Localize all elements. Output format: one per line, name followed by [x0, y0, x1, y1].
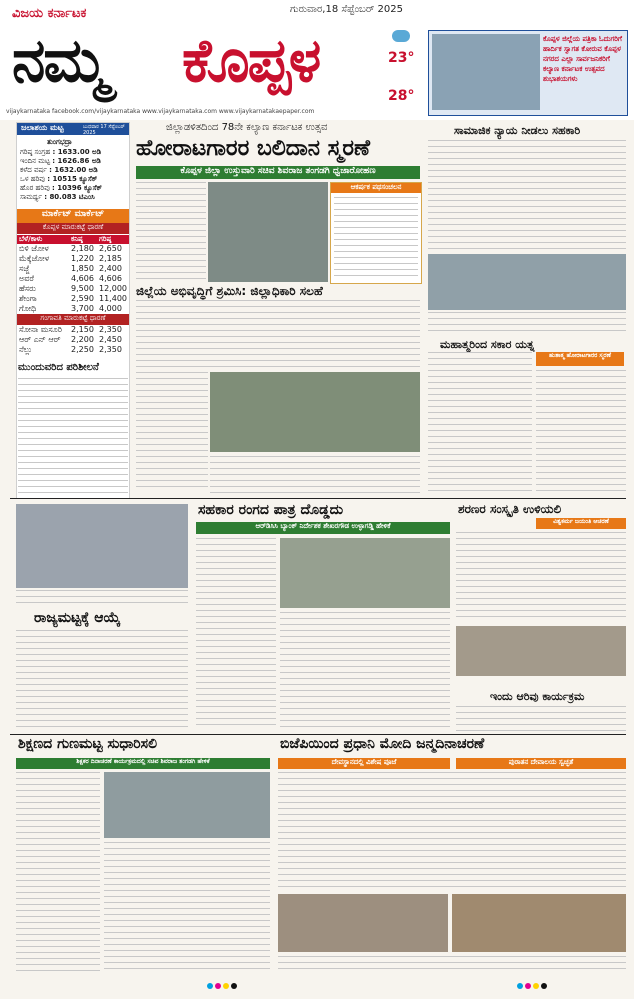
story-band: ವಿಶ್ವಕರ್ಮ ಜಯಂತಿ ಆಚರಣೆ: [536, 518, 626, 529]
story-text: [456, 532, 626, 622]
story-text: [536, 370, 626, 492]
weather-icon: [392, 30, 410, 42]
market-row: ನೆಲ್ಲು 2,250 2,350: [19, 345, 122, 354]
temp-high: 23°: [388, 50, 415, 66]
lead-inset-box: [330, 182, 422, 284]
reservoir-rows: [20, 148, 128, 202]
dam-name: ತುಂಗಭದ್ರಾ: [47, 138, 72, 146]
reservoir-row: ಹೊರ ಹರಿವು : 10396 ಕ್ಯೂಸೆಕ್: [20, 184, 103, 192]
market-row: ಶೇಂಗಾ 2,590 11,400: [19, 294, 127, 303]
lead-text-2: [136, 300, 420, 370]
market-row: ಸೋನಾ ಮಸೂರಿ 2,150 2,350: [19, 325, 122, 334]
market-table: [17, 235, 129, 355]
story-headline: ಶರಣರ ಸಂಸ್ಕೃತಿ ಉಳಿಯಲಿ: [458, 502, 562, 516]
story-text: [280, 612, 450, 728]
market-row: ಮೆಕ್ಕೆಜೋಳ 1,220 2,185: [19, 254, 122, 263]
market-table-header: ಬೆಳೆ/ಕಾಳು ಕನಿಷ್ಠ ಗರಿಷ್ಠ: [17, 235, 129, 244]
story-text: [428, 140, 626, 252]
newspaper-title: ನಮ್ಮ: [12, 26, 107, 96]
story-text: [18, 378, 128, 496]
reservoir-row: ಒಳ ಹರಿವು : 10515 ಕ್ಯೂಸೆಕ್: [20, 175, 98, 183]
ad-text: ಕೊಪ್ಪಳ ಜಿಲ್ಲೆಯ ಪತ್ರಿಕಾ ಓದುಗರಿಗೆ ಹಾರ್ದಿಕ ಸ್ವಾಗತ ಕೋರುವ ಕೊಪ್ಪಳ ನಗರದ ಎಲ್ಲಾ ಸಾರ್ವಜನಿಕರಿಗೆ ಕಲ್ಯಾಣ ಕರ್ನಾಟಕ ಉತ್ಸವದ ಶುಭಾಶಯಗಳು: [543, 35, 622, 83]
print-registration-marks: [0, 978, 634, 995]
reservoir-date: ಬುಧವಾರ 17 ಸೆಪ್ಟೆಂಬರ್ 2025: [83, 124, 125, 136]
market-row: ಹೆಸರು 9,500 12,000: [19, 284, 127, 293]
market2-title: ಗಂಗಾವತಿ ಮಾರುಕಟ್ಟೆ ಧಾರಣೆ: [17, 314, 129, 325]
reservoir-row: ಗರಿಷ್ಠ ಸಂಗ್ರಹ : 1633.00 ಅಡಿ: [20, 148, 102, 156]
story-subhead: ಇಂದು ಆರಿವು ಕಾರ್ಯಕ್ರಮ: [490, 690, 585, 703]
story-photo: [104, 772, 270, 838]
story-photo: [428, 254, 626, 310]
lead-subhead: ಜಿಲ್ಲೆಯ ಅಭಿವೃದ್ಧಿಗೆ ಶ್ರಮಿಸಿ: ಜಿಲ್ಲಾಧಿಕಾರಿ ಸಲಹೆ: [136, 284, 323, 298]
divider: [10, 734, 626, 735]
story-headline: ಸಹಕಾರ ರಂಗದ ಪಾತ್ರ ದೊಡ್ಡದು: [198, 502, 344, 518]
ad-photo: [432, 34, 540, 110]
reservoir-title: ಜಲಾಶಯ ಮಟ್ಟ: [17, 123, 129, 135]
story-band: ಆರ್‌ಡಿಸಿಸಿ ಬ್ಯಾಂಕ್ ನಿರ್ದೇಶಕ ಶೇಖರಗೌಡ ಉಳ್ಳಾಗಡ್ಡಿ ಹೇಳಿಕೆ: [196, 522, 450, 534]
lead-text-3: [136, 372, 208, 492]
market-row: ಬಿಳಿ ಜೋಳ 2,180 2,650: [19, 244, 122, 253]
story-text: [16, 772, 100, 972]
lead-headline: ಹೋರಾಟಗಾರರ ಬಲಿದಾನ ಸ್ಮರಣೆ: [136, 136, 370, 161]
photo-caption: [278, 956, 626, 972]
reservoir-row: ಸಾಮರ್ಥ್ಯ : 80.083 ಟಿಎಂಸಿ: [20, 193, 95, 201]
story-band: ಪುರಾತನ ದೇವಾಲಯ ಸ್ವಚ್ಛತೆ: [456, 758, 626, 769]
story-photo: [278, 894, 448, 952]
photo-caption: [16, 590, 188, 606]
dateline: ಗುರುವಾರ,18 ಸೆಪ್ಟೆಂಬರ್ 2025: [290, 4, 403, 15]
market-row: ಅವರೆ 4,606 4,606: [19, 274, 122, 283]
story-text: [104, 842, 270, 972]
story-photo: [280, 538, 450, 608]
story-text: [428, 352, 532, 492]
inset-text: [334, 197, 418, 279]
story-text: [196, 538, 276, 728]
inset-title: ಆಕರ್ಷಕ ಪಥಸಂಚಲನ: [331, 183, 421, 193]
story-photo: [456, 626, 626, 676]
story-text: [278, 772, 626, 890]
lead-text-4: [210, 456, 420, 496]
parade-photo: [210, 372, 420, 452]
story-band: ಶಿಕ್ಷಕರ ದಿನಾಚರಣೆ ಕಾರ್ಯಕ್ರಮದಲ್ಲಿ ಸಚಿವ ಶಿವರಾಜ ತಂಗಡಗಿ ಹೇಳಿಕೆ: [16, 758, 270, 769]
story-headline: ಸಾಮಾಜಿಕ ನ್ಯಾಯ ನೀಡಲು ಸಹಕಾರಿ: [454, 124, 581, 137]
temp-low: 28°: [388, 88, 415, 104]
lead-band: ಕೊಪ್ಪಳ ಜಿಲ್ಲಾ ಉಸ್ತುವಾರಿ ಸಚಿವ ಶಿವರಾಜ ತಂಗಡಗಿ ಧ್ವಜಾರೋಹಣ: [136, 166, 420, 179]
reservoir-row: ಇಂದಿನ ಮಟ್ಟ : 1626.86 ಅಡಿ: [20, 157, 101, 165]
story-photo: [452, 894, 626, 952]
brand-logo: ವಿಜಯ ಕರ್ನಾಟಕ: [12, 6, 87, 21]
market-row: ಸಜ್ಜೆ 1,850 2,400: [19, 264, 122, 273]
story-band: ದೇವಸ್ಥಾನದಲ್ಲಿ ವಿಶೇಷ ಪೂಜೆ: [278, 758, 450, 769]
story-headline: ಬಿಜೆಪಿಯಿಂದ ಪ್ರಧಾನಿ ಮೋದಿ ಜನ್ಮದಿನಾಚರಣೆ: [280, 736, 485, 752]
story-headline: ರಾಜ್ಯಮಟ್ಟಕ್ಕೆ ಆಯ್ಕೆ: [34, 610, 121, 626]
story-headline: ಶಿಕ್ಷಣದ ಗುಣಮಟ್ಟ ಸುಧಾರಿಸಲಿ: [18, 736, 158, 752]
newspaper-title-city: ಕೊಪ್ಪಳ: [182, 26, 320, 96]
lead-kicker: ಜಿಲ್ಲಾಡಳಿತದಿಂದ 78ನೇ ಕಲ್ಯಾಣ ಕರ್ನಾಟಕ ಉತ್ಸವ: [166, 122, 328, 133]
market-row: ಆರ್ ಎನ್ ಆರ್ 2,200 2,450: [19, 335, 122, 344]
lead-text-col: [136, 182, 206, 282]
reservoir-row: ಕಳೆದ ವರ್ಷ : 1632.00 ಅಡಿ: [20, 166, 98, 174]
market-title: ಮಾರ್ಕೆಟ್ ಮಾರ್ಕೆಟ್: [17, 209, 129, 223]
lead-photo: [208, 182, 328, 282]
story-headline: ಮಹಾತ್ಮರಿಂದ ಸಕಾರ ಯತ್ನ: [440, 338, 535, 351]
story-caption: [428, 312, 626, 332]
student-photo: [16, 504, 188, 588]
divider: [10, 498, 626, 499]
story-band: ಹುತಾತ್ಮ ಹೋರಾಟಗಾರರ ಸ್ಮರಣೆ: [536, 352, 624, 366]
story-headline: ಮುಂದುವರಿದ ಪರಿಶೀಲನೆ: [18, 362, 99, 373]
story-text: [456, 706, 626, 732]
market-subtitle: ಕೊಪ್ಪಳ ಮಾರುಕಟ್ಟೆ ಧಾರಣೆ: [17, 223, 129, 234]
market-row: ಗೋಧಿ 3,700 4,000: [19, 304, 122, 313]
social-links: vijaykarnataka facebook.com/vijaykarnataka www.vijaykarnataka.com www.vijaykarnatakaepaper.com: [6, 108, 315, 115]
story-text: [16, 630, 188, 730]
